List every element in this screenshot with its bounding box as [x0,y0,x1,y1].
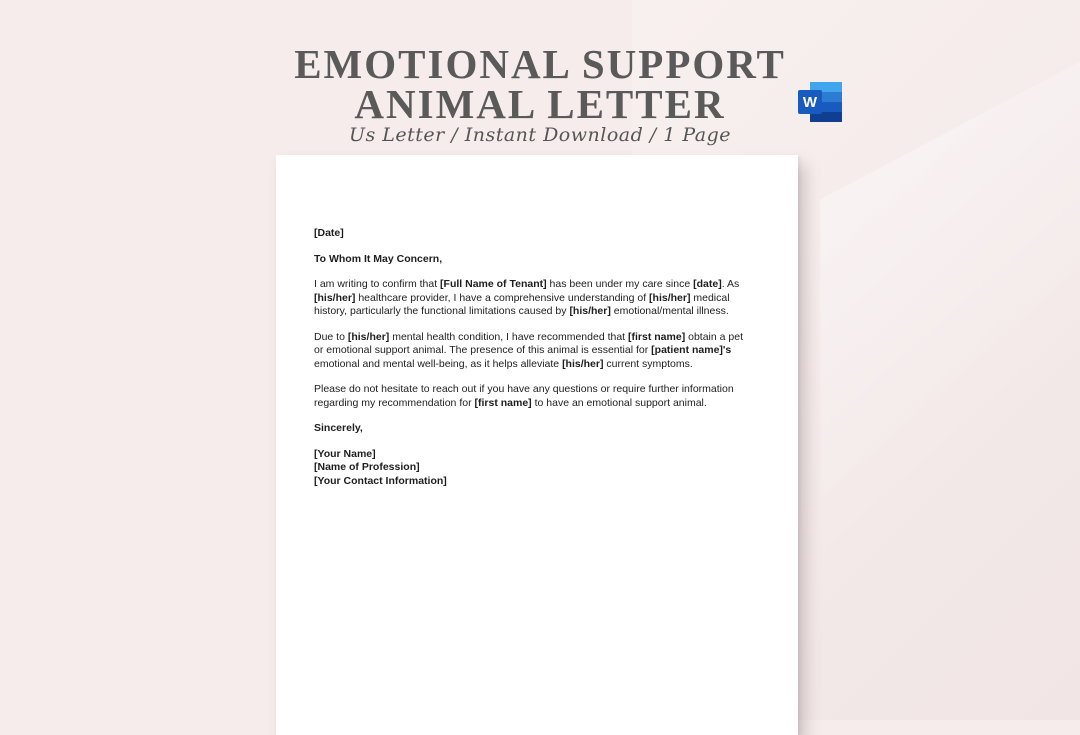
microsoft-word-icon [798,82,842,122]
letter-body [314,227,754,500]
letter-paragraph-2: Due to [his/her] mental health condition, I have recommended that [first name] obtain a pet or emotional support animal. The presence of this animal is essential for [patient name]'s emotional and mental well-being, as it helps alleviate [his/her] current symptoms. [314,330,743,370]
signature-name: [Your Name] [314,447,376,460]
letter-paragraph-1: I am writing to confirm that [Full Name of Tenant] has been under my care since [date]. As [his/her] healthcare provider, I have a comprehensive understanding of [his/her] medical history, particularly the functional limitations caused by [his/her] emotional/mental illness. [314,278,740,317]
letter-closing: Sincerely, [314,422,363,434]
letter-document [276,155,798,735]
page-subtitle: Us Letter / Instant Download / 1 Page [348,124,732,146]
letter-signature [314,448,754,489]
word-icon-letter: W [802,94,818,111]
title-line-2: ANIMAL LETTER [354,81,726,127]
signature-contact: [Your Contact Information] [314,474,447,487]
title-line-1: EMOTIONAL SUPPORT [294,41,786,87]
page-title [290,41,790,127]
signature-profession: [Name of Profession] [314,461,420,473]
letter-paragraph-3: Please do not hesitate to reach out if you have any questions or require further information regarding my recommendation for [first name] to have an emotional support animal. [314,383,734,409]
letter-date: [Date] [314,227,344,239]
letter-salutation: To Whom It May Concern, [314,252,443,265]
